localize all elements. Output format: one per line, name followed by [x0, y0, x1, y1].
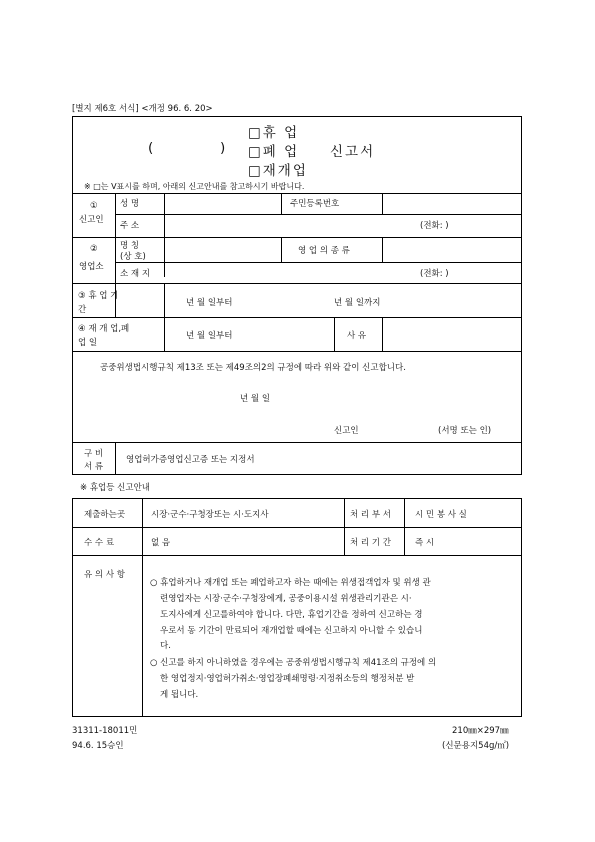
name-label: 성 명 — [120, 199, 140, 209]
paper-type: (신문용지54g/㎡) — [442, 741, 510, 751]
time-value: 즉 시 — [415, 538, 435, 548]
sign-note: (서명 또는 인) — [438, 426, 492, 436]
submit-value: 시장·군수·구청장또는 시·도지사 — [151, 510, 269, 520]
closure-from[interactable]: 년 월 일부터 — [186, 298, 233, 308]
reopen-date-label-2: 업 일 — [78, 338, 98, 348]
notice-line: 도지사에게 신고를하여야 합니다. 다만, 휴업기간을 정하여 신고하는 경 — [160, 610, 423, 620]
title-document: 신고서 — [330, 144, 376, 160]
name-field[interactable] — [165, 194, 281, 214]
business-name-field[interactable] — [165, 238, 281, 262]
declaration-text: 공중위생법시행규칙 제13조 또는 제49조의2의 규정에 따라 위와 같이 신고합니다. — [100, 363, 406, 373]
signer-label: 신고인 — [334, 426, 359, 436]
title-option-closure: □휴 업 — [248, 125, 300, 141]
divider — [72, 555, 522, 556]
form-reference: [별지 제6호 서식] <개정 96. 6. 20> — [72, 104, 213, 114]
location-label: 소 재 지 — [120, 269, 151, 279]
location-field[interactable] — [165, 263, 415, 283]
business-number: ② — [90, 244, 98, 254]
notice-line: ○ 신고를 하지 아니하였을 경우에는 공중위생법시행규칙 제41조의 규정에 의 — [150, 658, 437, 668]
address-field[interactable] — [165, 215, 415, 237]
notice-label: 유 의 사 항 — [84, 570, 125, 580]
time-label: 처 리 기 간 — [350, 538, 391, 548]
submit-label: 제출하는곳 — [84, 510, 126, 520]
reopen-date[interactable]: 년 월 일부터 — [186, 331, 233, 341]
divider — [72, 283, 522, 284]
attachments-label: 구 비 — [84, 449, 104, 459]
notice-line: 게 됩니다. — [160, 690, 199, 700]
divider — [334, 317, 335, 351]
attachments-label-2: 서 류 — [84, 462, 104, 472]
applicant-label: 신고인 — [79, 215, 104, 225]
attachments-text: 영업허가증영업신고증 또는 지정서 — [126, 455, 255, 465]
title-option-shutdown: □폐 업 — [248, 144, 300, 160]
business-phone: (전화: ) — [420, 269, 449, 279]
notice-line: 다. — [160, 641, 171, 651]
divider — [142, 498, 143, 717]
divider — [115, 442, 116, 475]
dept-label: 처 리 부 서 — [350, 510, 391, 520]
address-label: 주 소 — [120, 221, 140, 231]
divider — [72, 527, 522, 528]
business-name-label: 명 칭 — [120, 241, 140, 251]
closure-period-label-2: 간 — [78, 305, 87, 315]
title-paren-open: ( — [148, 140, 156, 156]
reason-label: 사 유 — [347, 331, 367, 341]
business-trade-name-label: (상 호) — [120, 252, 146, 262]
paper-size: 210㎜×297㎜ — [452, 726, 509, 736]
dept-value: 시 민 봉 사 실 — [415, 510, 467, 520]
guide-heading: ※ 휴업등 신고안내 — [80, 483, 151, 493]
business-label: 영업소 — [79, 262, 104, 272]
applicant-phone: (전화: ) — [420, 221, 449, 231]
divider — [72, 351, 522, 352]
rrn-label: 주민등록번호 — [290, 199, 340, 209]
title-option-reopen: □재개업 — [248, 163, 308, 179]
declaration-date[interactable]: 년 월 일 — [240, 394, 271, 404]
notice-line: ○ 휴업하거나 재개업 또는 폐업하고자 하는 때에는 위생접객업자 및 위생 관 — [150, 578, 431, 588]
approval-date: 94.6. 15승인 — [72, 741, 124, 751]
rrn-field[interactable] — [383, 194, 521, 214]
business-type-field[interactable] — [383, 238, 521, 262]
title-paren-close: ) — [220, 140, 228, 156]
notice-line: 한 영업정지·영업허가취소·영업장폐쇄명령·지정취소등의 행정처분 받 — [160, 674, 415, 684]
divider — [281, 237, 282, 262]
divider — [281, 193, 282, 214]
business-type-label: 영 업 의 종 류 — [298, 246, 350, 256]
notice-line: 우로서 동 기간이 만료되어 재개업할 때에는 신고하지 아니할 수 있습니 — [160, 626, 423, 636]
closure-period-label: ③ 휴 업 기 — [78, 291, 119, 301]
form-note: ※ □는 V표시를 하며, 아래의 신고안내를 참고하시기 바랍니다. — [84, 182, 305, 191]
reason-field[interactable] — [383, 318, 521, 351]
applicant-number: ① — [90, 201, 98, 211]
fee-label: 수 수 료 — [84, 538, 115, 548]
notice-line: 련영업자는 시장·군수·구청장에게, 공중이용시설 위생관리기관은 시· — [160, 594, 412, 604]
closure-to[interactable]: 년 월 일까지 — [334, 298, 381, 308]
form-code: 31311-18011민 — [72, 726, 138, 736]
reopen-date-label: ④ 재 개 업,폐 — [78, 324, 130, 334]
fee-value: 없 음 — [151, 538, 171, 548]
divider — [72, 442, 522, 443]
